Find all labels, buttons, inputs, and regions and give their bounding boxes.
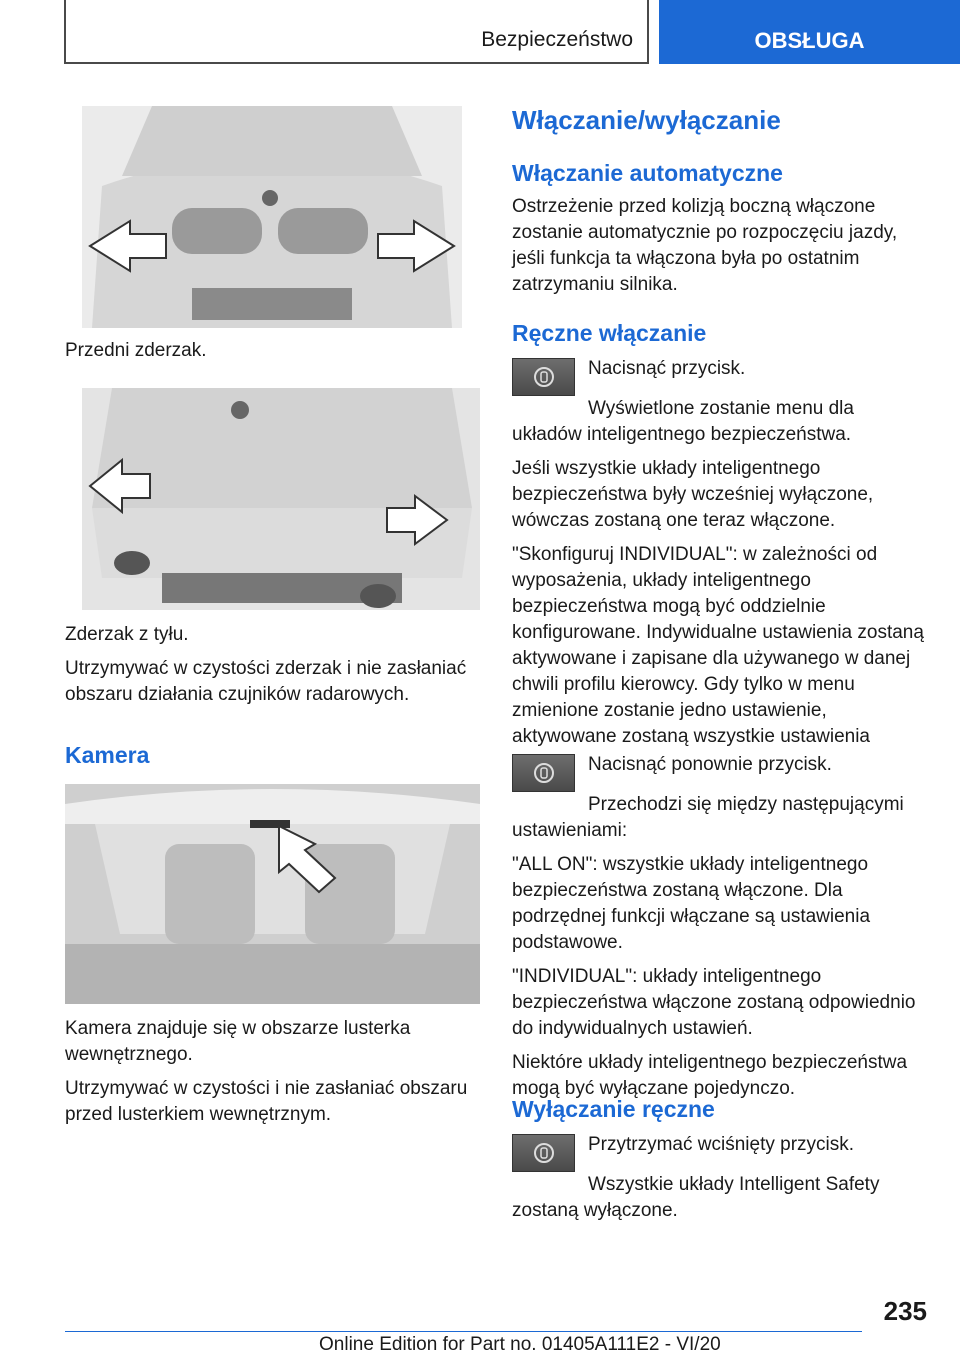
title-on-off: Włączanie/wyłączanie: [512, 105, 781, 135]
page-number: 235: [883, 1296, 927, 1326]
camera-image: [65, 784, 480, 1004]
camera-clean-text: Utrzymywać w czystości i nie zasłaniać obszaru przed lusterkiem wewnętrznym.: [65, 1078, 468, 1125]
heading-camera: Kamera: [65, 742, 150, 768]
rear-bumper-text: Utrzymywać w czystości zderzak i nie zasłaniać obszaru działania czujników radarowych.: [65, 658, 467, 705]
switches-text: Przechodzi się między następującymi ustawieniami:: [512, 794, 904, 841]
heading-manual-on: Ręczne włączanie: [512, 320, 707, 346]
all-off-text: Wszystkie układy Intelligent Safety zostaną wyłączone.: [512, 1174, 880, 1221]
heading-auto-on: Włączanie automatyczne: [512, 160, 783, 186]
camera-location-text: Kamera znajduje się w obszarze lusterka wewnętrznego.: [65, 1018, 411, 1065]
footer-edition: Online Edition for Part no. 01405A111E2 - VI/20: [319, 1334, 721, 1355]
heading-manual-off: Wyłączanie ręczne: [512, 1096, 715, 1122]
individual-text: "INDIVIDUAL": układy inteligentnego bezpieczeństwa włączone zostaną odpowiednio do indywidualnych ustawień.: [512, 966, 916, 1039]
menu-shown-text: Wyświetlone zostanie menu dla układów inteligentnego bezpieczeństwa.: [512, 398, 854, 445]
hold-button-text: Przytrzymać wciśnięty przycisk.: [588, 1134, 855, 1155]
some-off-text: Niektóre układy inteligentnego bezpieczeństwa mogą być wyłączane pojedynczo.: [512, 1052, 908, 1099]
caption-front-bumper: Przedni zderzak.: [65, 340, 207, 361]
header-frame: [64, 0, 649, 64]
if-all-off-text: Jeśli wszystkie układy inteligentnego bezpieczeństwa były wcześniej wyłączone, wówczas zostaną one teraz włączone.: [512, 458, 874, 531]
all-on-text: "ALL ON": wszystkie układy inteligentnego bezpieczeństwa zostaną włączone. Dla podrzędnej funkcji włączane są ustawienia podstawowe.: [512, 854, 871, 953]
safety-button-icon: [512, 754, 575, 792]
configure-individual-text: "Skonfiguruj INDIVIDUAL": w zależności od wyposażenia, układy inteligentnego bezpieczeństwa mogą być oddzielnie konfigurowane. Indywidualne ustawienia zostaną aktywowane i zapisane dla używanego w danej chwili profilu kierowcy. Gdy tylko w menu zmienione zostanie jedno ustawienie, aktywowane zostaną wszystkie ustawienia: [512, 544, 924, 747]
press-button-text: Nacisnąć przycisk.: [588, 358, 746, 379]
auto-on-text: Ostrzeżenie przed kolizją boczną włączone zostanie automatycznie po rozpoczęciu jazdy, jeśli funkcja ta włączona była po ostatnim zatrzymaniu silnika.: [512, 196, 898, 295]
header-section-title: Bezpieczeństwo: [481, 28, 633, 51]
header-tab-obsluga[interactable]: OBSŁUGA: [659, 0, 960, 64]
front-bumper-image: [82, 106, 462, 328]
safety-button-icon: [512, 358, 575, 396]
press-again-text: Nacisnąć ponownie przycisk.: [588, 754, 832, 775]
safety-button-icon: [512, 1134, 575, 1172]
footer-divider: [65, 1331, 862, 1332]
rear-bumper-image: [82, 388, 480, 610]
caption-rear-bumper: Zderzak z tyłu.: [65, 624, 189, 645]
